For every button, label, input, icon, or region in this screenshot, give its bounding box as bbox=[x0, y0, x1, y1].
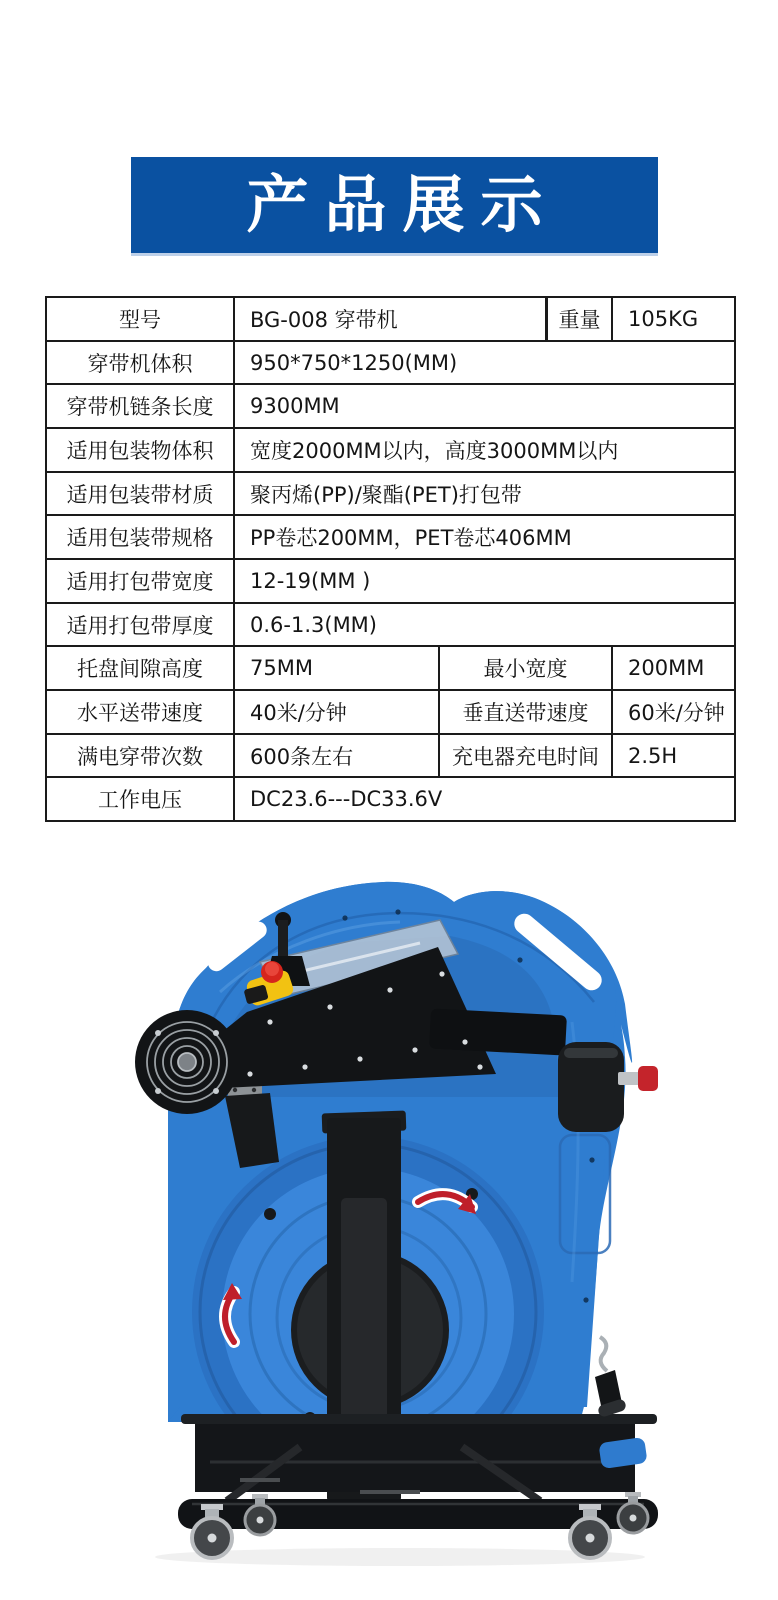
strap-channel bbox=[429, 1008, 567, 1055]
spec-value-cell: 105KG bbox=[628, 306, 699, 331]
spec-value-cell: DC23.6---DC33.6V bbox=[250, 787, 443, 812]
table-row bbox=[47, 473, 734, 517]
spec-value-cell: PP卷芯200MM，PET卷芯406MM bbox=[250, 526, 572, 551]
spec-table bbox=[45, 296, 736, 822]
spec-label-cell: 型号 bbox=[47, 298, 235, 340]
spec-label-cell: 适用打包带厚度 bbox=[47, 604, 235, 646]
spec-label-cell: 最小宽度 bbox=[440, 647, 613, 689]
spec-value-cell: 75MM bbox=[235, 647, 440, 689]
crank-knob bbox=[638, 1066, 658, 1091]
caster-wheel bbox=[618, 1492, 648, 1533]
table-row bbox=[47, 342, 734, 386]
spec-label-cell: 适用包装带规格 bbox=[47, 516, 235, 558]
spec-value-cell: 0.6-1.3(MM) bbox=[250, 612, 377, 637]
table-row bbox=[47, 647, 734, 691]
table-row bbox=[47, 691, 734, 735]
table-row bbox=[47, 778, 734, 820]
spec-label-cell: 充电器充电时间 bbox=[440, 735, 613, 777]
table-row bbox=[47, 429, 734, 473]
crank-shaft bbox=[618, 1072, 640, 1085]
spec-value-cell: BG-008 穿带机 bbox=[235, 298, 547, 340]
spec-label-cell: 适用打包带宽度 bbox=[47, 560, 235, 602]
spec-value-cell: 60米/分钟 bbox=[628, 700, 725, 725]
spec-value-cell: 宽度2000MM以内，高度3000MM以内 bbox=[250, 438, 619, 463]
table-row bbox=[47, 298, 734, 342]
spec-label-cell: 重量 bbox=[547, 298, 613, 340]
table-row bbox=[47, 735, 734, 779]
spec-value-cell: 9300MM bbox=[250, 394, 340, 419]
section-title: 产品展示 bbox=[246, 168, 559, 241]
spec-label-cell: 垂直送带速度 bbox=[440, 691, 613, 733]
table-row bbox=[47, 385, 734, 429]
product-photo bbox=[120, 862, 680, 1572]
spec-value-cell: 200MM bbox=[628, 656, 705, 681]
strapping-machine-image bbox=[120, 862, 680, 1572]
spec-label-cell: 穿带机体积 bbox=[47, 342, 235, 384]
spec-label-cell: 工作电压 bbox=[47, 778, 235, 820]
spec-label-cell: 满电穿带次数 bbox=[47, 735, 235, 777]
spec-value-cell: 600条左右 bbox=[235, 735, 440, 777]
spec-value-cell: 2.5H bbox=[628, 743, 678, 768]
crank-assembly bbox=[558, 1042, 658, 1132]
spec-value-cell: 40米/分钟 bbox=[235, 691, 440, 733]
spec-value-cell: 950*750*1250(MM) bbox=[250, 350, 458, 375]
spec-label-cell: 托盘间隙高度 bbox=[47, 647, 235, 689]
table-row bbox=[47, 560, 734, 604]
section-banner bbox=[131, 157, 658, 256]
spec-label-cell: 适用包装物体积 bbox=[47, 429, 235, 471]
side-hook bbox=[600, 1337, 607, 1371]
spec-value-cell: 12-19(MM ) bbox=[250, 568, 371, 593]
table-row bbox=[47, 516, 734, 560]
spec-value-cell: 聚丙烯(PP)/聚酯(PET)打包带 bbox=[250, 482, 522, 507]
spec-label-cell: 水平送带速度 bbox=[47, 691, 235, 733]
table-row bbox=[47, 604, 734, 648]
spec-label-cell: 适用包装带材质 bbox=[47, 473, 235, 515]
spec-label-cell: 穿带机链条长度 bbox=[47, 385, 235, 427]
